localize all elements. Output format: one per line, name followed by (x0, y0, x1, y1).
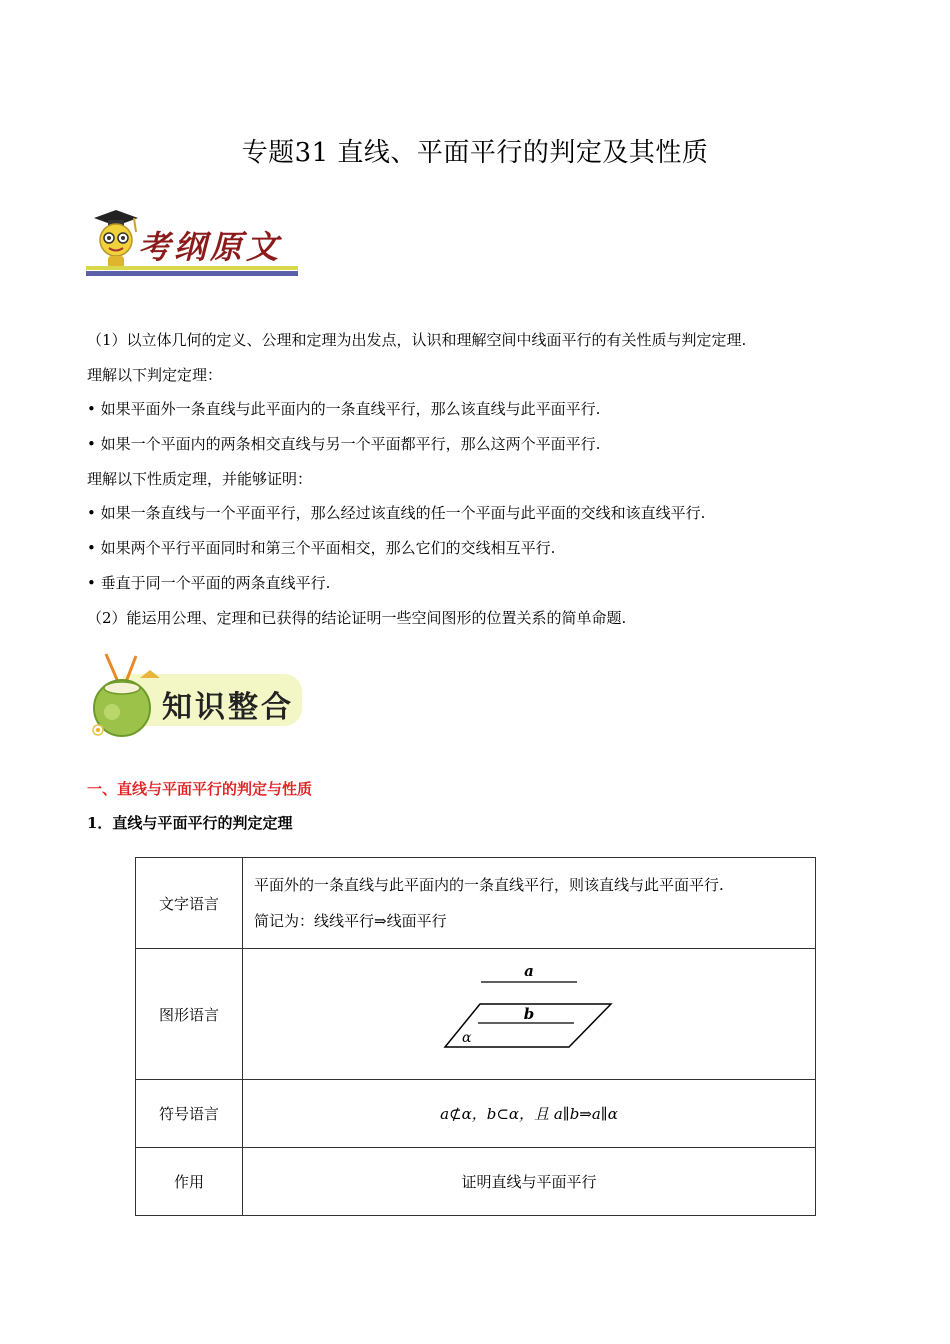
outline-line: • 如果平面外一条直线与此平面内的一条直线平行，那么该直线与此平面平行. (87, 400, 601, 418)
outline-line: 理解以下性质定理，并能够证明： (87, 470, 313, 488)
purpose: 证明直线与平面平行 (243, 1148, 816, 1216)
row-label: 文字语言 (136, 858, 243, 949)
exam-outline-badge-label: 考纲原文 (138, 228, 283, 266)
knowledge-badge-label: 知识整合 (162, 690, 294, 725)
mascot-icon (86, 208, 146, 274)
row-label: 图形语言 (136, 949, 243, 1080)
parallel-line-plane-figure (244, 950, 814, 1078)
page-title: 专题31 直线、平面平行的判定及其性质 (241, 138, 709, 168)
coconut-icon (88, 652, 168, 742)
symbol-language: a⊄α，b⊂α，且 a∥b⇒a∥α (243, 1080, 816, 1148)
subsection-heading: 1．直线与平面平行的判定定理 (87, 814, 293, 832)
exam-outline-badge (86, 208, 300, 278)
section-heading: 一、直线与平面平行的判定与性质 (87, 780, 313, 798)
line-a-label: a (524, 962, 534, 980)
theorem-table (135, 857, 816, 1216)
text-language-summary: 简记为：线线平行⇒线面平行 (254, 912, 447, 930)
row-label: 符号语言 (136, 1080, 243, 1148)
outline-line: 理解以下判定定理： (87, 366, 223, 384)
outline-line: • 垂直于同一个平面的两条直线平行. (87, 574, 331, 592)
outline-line: （2）能运用公理、定理和已获得的结论证明一些空间图形的位置关系的简单命题. (87, 609, 627, 627)
plane-alpha-label: α (462, 1030, 472, 1046)
line-b-label: b (523, 1005, 535, 1023)
knowledge-badge (88, 652, 304, 742)
row-label: 作用 (136, 1148, 243, 1216)
outline-line: • 如果一条直线与一个平面平行，那么经过该直线的任一个平面与此平面的交线和该直线平行. (87, 504, 706, 522)
table-row (136, 949, 816, 1080)
text-language-statement: 平面外的一条直线与此平面内的一条直线平行，则该直线与此平面平行. (254, 876, 724, 894)
outline-line: （1）以立体几何的定义、公理和定理为出发点，认识和理解空间中线面平行的有关性质与判定定理. (87, 331, 747, 349)
table-row (136, 858, 816, 949)
table-row (136, 1080, 816, 1148)
table-row (136, 1148, 816, 1216)
outline-line: • 如果一个平面内的两条相交直线与另一个平面都平行，那么这两个平面平行. (87, 435, 601, 453)
outline-line: • 如果两个平行平面同时和第三个平面相交，那么它们的交线相互平行. (87, 539, 556, 557)
